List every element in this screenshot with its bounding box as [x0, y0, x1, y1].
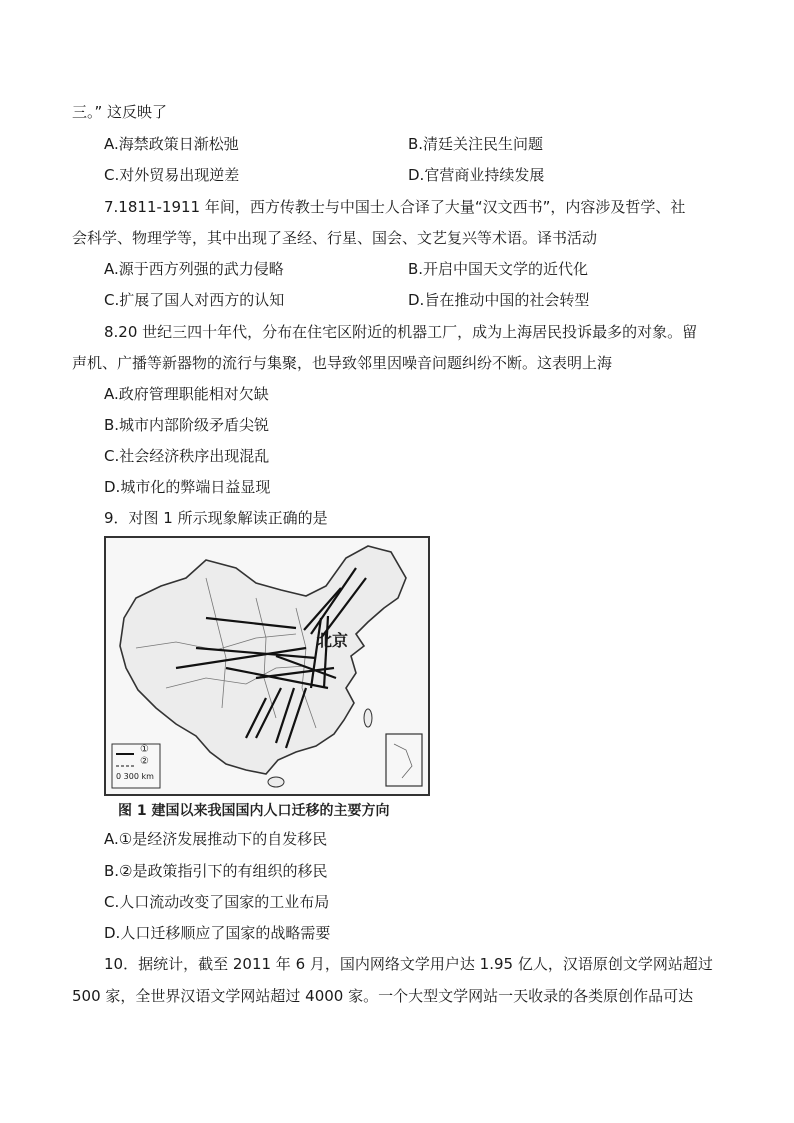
- q6-option-b: B.清廷关注民生问题: [408, 135, 544, 153]
- migration-map: [104, 536, 430, 796]
- q9-option-a: A.①是经济发展推动下的自发移民: [104, 830, 328, 848]
- q6-option-c: C.对外贸易出现逆差: [104, 166, 240, 184]
- map-scale: 0 300 km: [116, 772, 154, 781]
- q8-option-a: A.政府管理职能相对欠缺: [104, 385, 269, 403]
- map-city-label: 北京: [316, 631, 349, 650]
- china-map-illustration: [106, 538, 428, 794]
- q8-stem-line2: 声机、广播等新器物的流行与集聚，也导致邻里因噪音问题纠纷不断。这表明上海: [72, 354, 613, 372]
- q7-option-a: A.源于西方列强的武力侵略: [104, 260, 284, 278]
- q9-option-d: D.人口迁移顺应了国家的战略需要: [104, 924, 331, 942]
- q10-stem-line1: 10．据统计，截至 2011 年 6 月，国内网络文学用户达 1.95 亿人，汉语原创文学网站超过: [104, 955, 713, 973]
- q10-stem-line2: 500 家，全世界汉语文学网站超过 4000 家。一个大型文学网站一天收录的各类原创作品可达: [72, 987, 694, 1005]
- q9-stem: 9．对图 1 所示现象解读正确的是: [104, 509, 328, 527]
- q7-stem-line2: 会科学、物理学等，其中出现了圣经、行星、国会、文艺复兴等术语。译书活动: [72, 229, 598, 247]
- map-legend: [112, 744, 160, 788]
- q8-option-c: C.社会经济秩序出现混乱: [104, 447, 270, 465]
- q7-option-d: D.旨在推动中国的社会转型: [408, 291, 590, 309]
- q7-option-b: B.开启中国天文学的近代化: [408, 260, 589, 278]
- q9-option-b: B.②是政策指引下的有组织的移民: [104, 862, 328, 880]
- legend-item-1: ①: [140, 744, 149, 755]
- q8-stem-line1: 8.20 世纪三四十年代，分布在住宅区附近的机器工厂，成为上海居民投诉最多的对象。留: [104, 323, 698, 341]
- map-caption: 图 1 建国以来我国国内人口迁移的主要方向: [118, 803, 390, 819]
- q7-option-c: C.扩展了国人对西方的认知: [104, 291, 285, 309]
- legend-item-2: ②: [140, 756, 149, 767]
- q9-option-c: C.人口流动改变了国家的工业布局: [104, 893, 330, 911]
- q8-option-d: D.城市化的弊端日益显现: [104, 478, 271, 496]
- q7-stem-line1: 7.1811-1911 年间，西方传教士与中国士人合译了大量“汉文西书”，内容涉及哲学、社: [104, 198, 686, 216]
- q6-option-d: D.官营商业持续发展: [408, 166, 545, 184]
- q8-option-b: B.城市内部阶级矛盾尖锐: [104, 416, 270, 434]
- south-sea-inset: [386, 734, 422, 786]
- q6-stem-tail: 三。” 这反映了: [72, 103, 168, 121]
- q6-option-a: A.海禁政策日渐松弛: [104, 135, 239, 153]
